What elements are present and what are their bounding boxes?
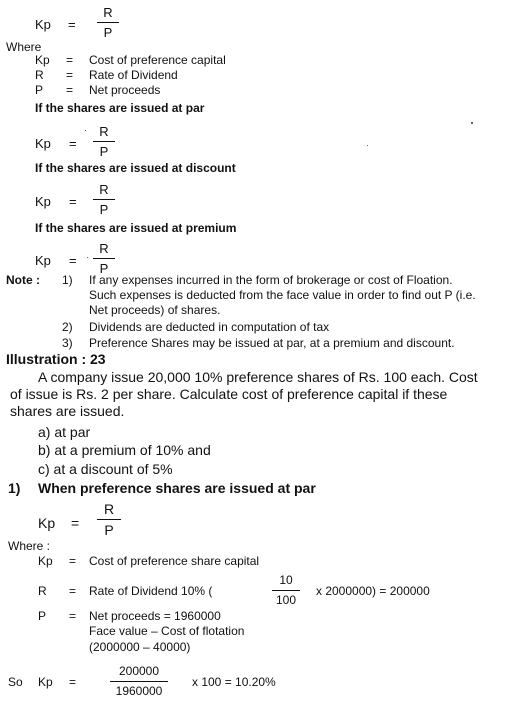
denominator: P xyxy=(99,202,109,217)
note-text: If any expenses incurred in the form of brokerage or cost of Floation. xyxy=(89,273,453,287)
option-item: a) at par xyxy=(38,424,91,440)
def-text: Rate of Dividend 10% ( xyxy=(89,584,213,598)
illustration-title: Illustration : 23 xyxy=(6,351,106,367)
def-symbol: R xyxy=(38,584,47,598)
numerator: 200000 xyxy=(118,664,160,678)
formula-eq: = xyxy=(69,136,77,151)
solution-number: 1) xyxy=(8,480,21,496)
option-item: b) at a premium of 10% and xyxy=(38,442,211,458)
def-text: Net proceeds xyxy=(89,83,161,97)
fraction xyxy=(97,501,121,538)
numerator: R xyxy=(99,241,109,256)
formula-lhs: Kp xyxy=(38,515,56,531)
def-eq: = xyxy=(66,68,74,82)
fraction-bar xyxy=(97,519,121,520)
def-symbol: R xyxy=(35,68,44,82)
note-text: Preference Shares may be issued at par, at a premium and discount. xyxy=(89,336,455,350)
denominator: P xyxy=(99,144,109,159)
formula-lhs: Kp xyxy=(35,17,51,32)
scan-speck xyxy=(87,257,88,258)
denominator: P xyxy=(104,522,114,538)
formula-eq: = xyxy=(69,194,77,209)
solution-heading: When preference shares are issued at par xyxy=(38,480,316,496)
illustration-text: shares are issued. xyxy=(10,403,125,419)
case-heading-par: If the shares are issued at par xyxy=(35,101,205,115)
where-label: Where xyxy=(6,40,42,54)
fraction xyxy=(272,573,300,608)
fraction xyxy=(93,182,115,217)
result-text: x 100 = 10.20% xyxy=(192,675,276,689)
def-symbol: Kp xyxy=(38,554,53,568)
fraction xyxy=(93,124,115,159)
fraction-bar xyxy=(93,141,115,142)
fraction-bar xyxy=(93,258,115,259)
def-eq: = xyxy=(69,554,77,568)
fraction-bar xyxy=(93,199,115,200)
formula-eq: = xyxy=(68,17,76,32)
def-text: Face value – Cost of flotation xyxy=(89,624,245,638)
where-label: Where : xyxy=(8,539,51,553)
def-text: x 2000000) = 200000 xyxy=(316,584,430,598)
def-eq: = xyxy=(69,584,77,598)
illustration-text: A company issue 20,000 10% preference shares of Rs. 100 each. Cost xyxy=(38,369,478,385)
fraction-bar xyxy=(97,22,119,23)
note-text: Such expenses is deducted from the face value in order to find out P (i.e. xyxy=(89,288,476,302)
scan-speck xyxy=(85,130,86,131)
note-text: Dividends are deducted in computation of tax xyxy=(89,320,330,334)
note-number: 3) xyxy=(62,336,73,350)
scan-speck xyxy=(367,145,368,146)
def-text: Cost of preference share capital xyxy=(89,554,260,568)
numerator: 10 xyxy=(279,573,293,587)
scan-speck xyxy=(471,122,473,124)
case-heading-discount: If the shares are issued at discount xyxy=(35,161,236,175)
def-text: Rate of Dividend xyxy=(89,68,178,82)
option-item: c) at a discount of 5% xyxy=(38,461,173,477)
numerator: R xyxy=(99,182,109,197)
fraction xyxy=(93,241,115,276)
def-text: Cost of preference capital xyxy=(89,53,226,67)
fraction xyxy=(110,664,168,699)
numerator: R xyxy=(99,124,109,139)
fraction-bar xyxy=(110,681,168,682)
denominator: P xyxy=(103,25,113,40)
formula-eq: = xyxy=(71,515,80,531)
denominator: 1960000 xyxy=(115,684,163,698)
note-label: Note : xyxy=(6,273,40,287)
formula-lhs: Kp xyxy=(35,194,51,209)
formula-eq: = xyxy=(69,253,77,268)
denominator: 100 xyxy=(275,593,297,607)
numerator: R xyxy=(103,501,115,517)
formula-lhs: Kp xyxy=(35,253,51,268)
denominator: P xyxy=(99,261,109,276)
formula-lhs: Kp xyxy=(35,136,51,151)
def-eq: = xyxy=(66,83,74,97)
note-number: 1) xyxy=(62,273,73,287)
def-symbol: P xyxy=(38,609,47,623)
so-label: So xyxy=(8,675,23,689)
def-eq: = xyxy=(66,53,74,67)
case-heading-premium: If the shares are issued at premium xyxy=(35,221,237,235)
formula-eq: = xyxy=(69,675,77,689)
def-text: (2000000 – 40000) xyxy=(89,640,191,654)
illustration-text: of issue is Rs. 2 per share. Calculate cost of preference capital if these xyxy=(10,386,448,402)
def-text: Net proceeds = 1960000 xyxy=(89,609,221,623)
note-number: 2) xyxy=(62,320,73,334)
numerator: R xyxy=(103,5,113,20)
formula-lhs: Kp xyxy=(38,675,53,689)
note-text: Net proceeds) of shares. xyxy=(89,303,221,317)
def-symbol: Kp xyxy=(35,53,50,67)
fraction-bar xyxy=(272,590,300,591)
def-eq: = xyxy=(69,609,77,623)
def-symbol: P xyxy=(35,83,44,97)
fraction xyxy=(97,5,119,40)
